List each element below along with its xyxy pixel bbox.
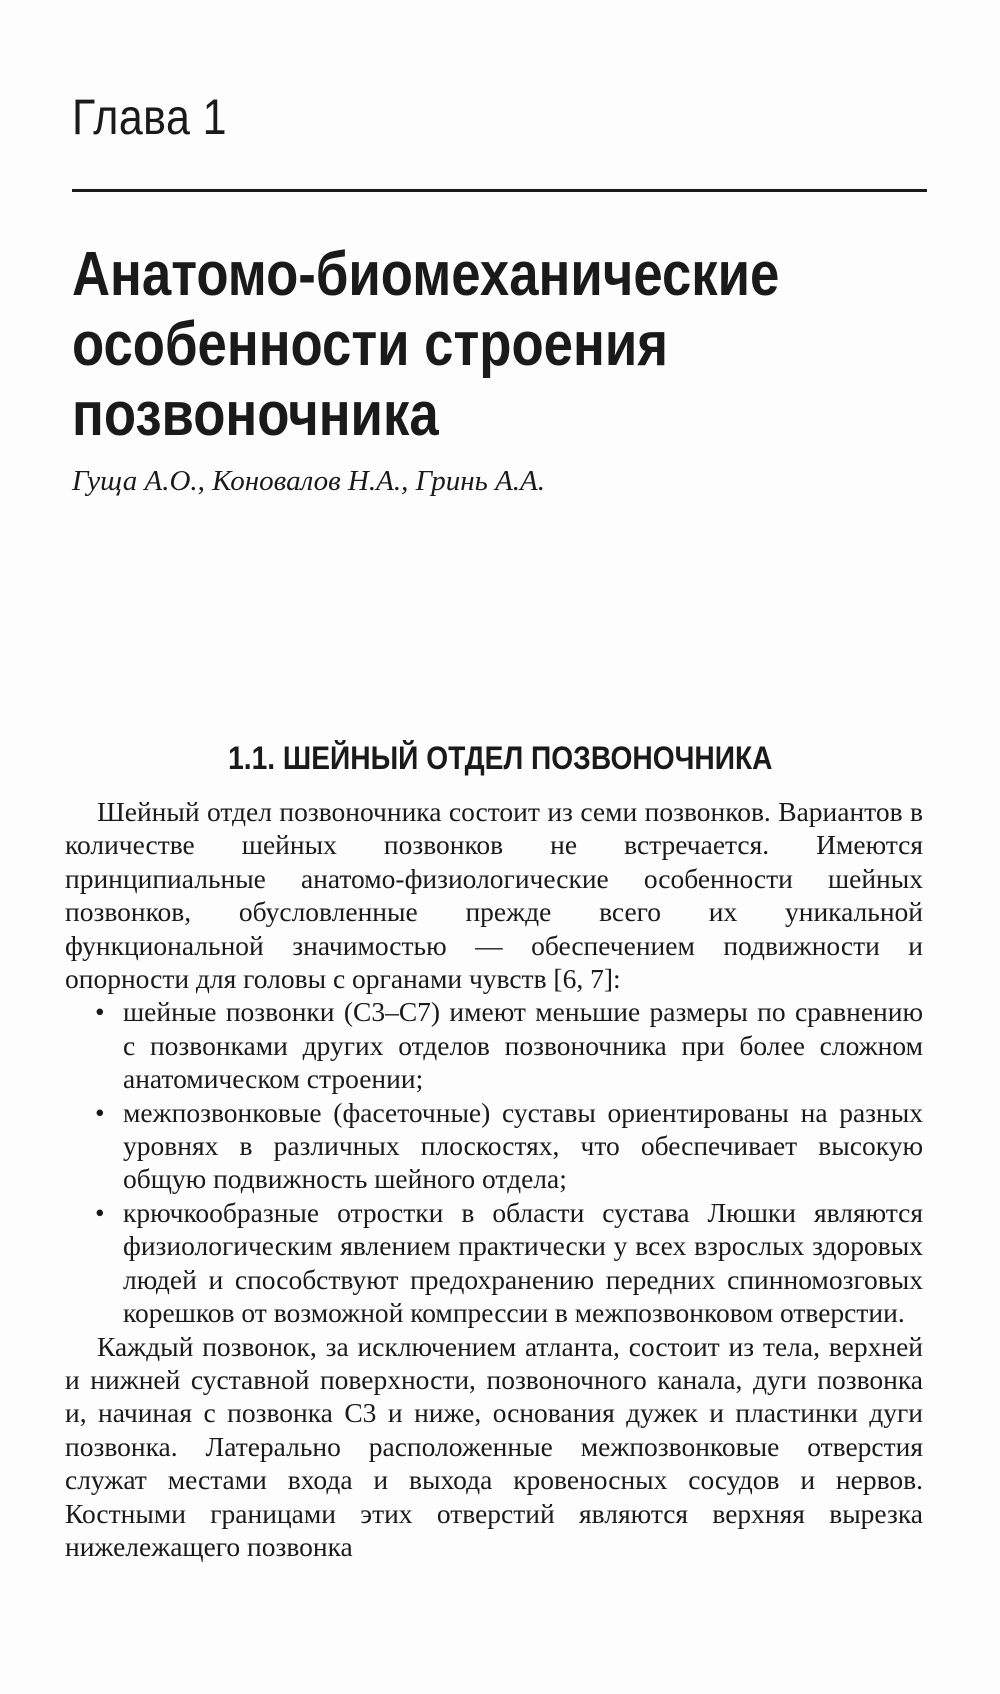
bullet-icon: • bbox=[95, 1096, 105, 1128]
section-title bbox=[0, 742, 1000, 774]
body-paragraph: Каждый позвонок, за исключением атланта, состоит из тела, верхней и нижней суставной поверхности, позвоночного канала, дуги позвонка и, начиная с позвонка С3 и ниже, основания дужек и пластинки дуги позвонка. Латерально расположенные межпозвонковые отверстия служат местами входа и выхода кровеносных сосудов и нервов. Костными границами этих отверстий являются верхняя вырезка нижележащего позвонка bbox=[65, 1330, 923, 1562]
chapter-divider bbox=[72, 189, 927, 192]
list-item bbox=[65, 1196, 923, 1330]
chapter-authors: Гуща А.О., Коновалов Н.А., Гринь А.А. bbox=[72, 465, 546, 497]
bullet-icon: • bbox=[95, 996, 105, 1028]
bullet-icon: • bbox=[95, 1196, 105, 1228]
section-title-text: 1.1. ШЕЙНЫЙ ОТДЕЛ ПОЗВОНОЧНИКА bbox=[227, 740, 773, 776]
list-item bbox=[65, 995, 923, 1095]
list-item-text: межпозвонковые (фасеточные) суставы ориентированы на разных уровнях в различных плоскостях, что обеспечивает высокую общую подвижность шейного отдела; bbox=[123, 1096, 923, 1195]
chapter-title-line: особенности строения bbox=[72, 310, 668, 379]
feature-list bbox=[65, 995, 923, 1329]
list-item-text: крючкообразные отростки в области сустава Люшки являются физиологическим явлением практически у всех взрослых здоровых людей и способствуют предохранению передних спинномозговых корешков от возможной компрессии в межпозвонковом отверстии. bbox=[123, 1196, 923, 1329]
chapter-title bbox=[72, 240, 922, 450]
section-body bbox=[65, 795, 923, 1563]
chapter-title-line: позвоночника bbox=[72, 380, 439, 449]
intro-paragraph: Шейный отдел позвоночника состоит из семи позвонков. Вариантов в количестве шейных позвонков не встречается. Имеются принципиальные анатомо-физиологические особенности шейных позвонков, обусловленные прежде всего их уникальной функциональной значимостью — обеспечением подвижности и опорности для головы с органами чувств [6, 7]: bbox=[65, 796, 923, 995]
list-item-text: шейные позвонки (С3–С7) имеют меньшие размеры по сравнению с позвонками других отделов позвоночника при более сложном анатомическом строении; bbox=[123, 996, 923, 1095]
chapter-label: Глава 1 bbox=[72, 89, 228, 145]
list-item bbox=[65, 1096, 923, 1196]
chapter-title-line: Анатомо-биомеханические bbox=[72, 240, 780, 309]
